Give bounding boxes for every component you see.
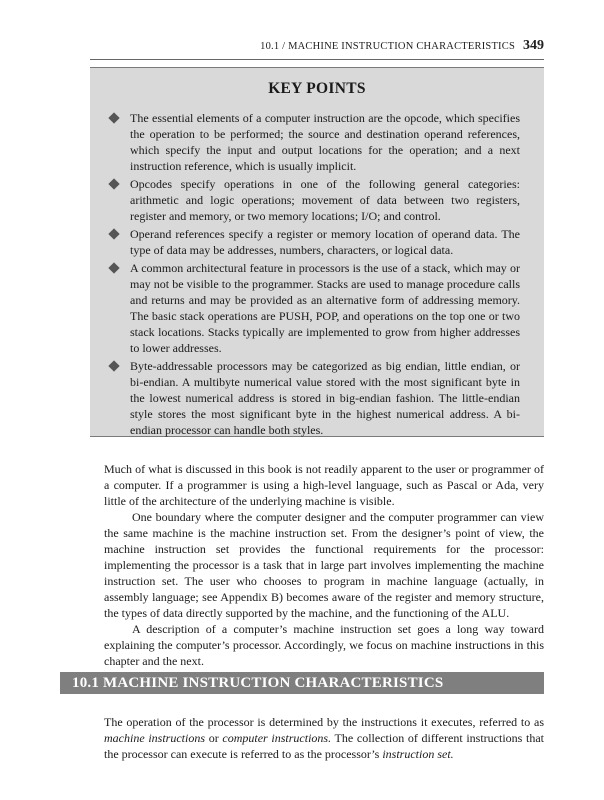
page-number: 349	[523, 38, 544, 53]
running-title: 10.1 / MACHINE INSTRUCTION CHARACTERISTICS	[260, 41, 515, 52]
term-instruction-set: instruction set.	[382, 747, 454, 761]
key-points-title: KEY POINTS	[268, 80, 366, 97]
section-text-run: The operation of the processor is determined by the instructions it executes, referred to as	[104, 715, 544, 729]
list-item	[108, 358, 520, 438]
key-point-text: A common architectural feature in processors is the use of a stack, which may or may not be visible to the programmer. Stacks are used to manage procedure calls and returns and may be provided as an alternative form of addressing memory. The basic stack operations are PUSH, POP, and operations on the top one or two stack locations. Stacks typically are implemented to grow from higher addresses to lower addresses.	[130, 261, 520, 355]
key-point-text: The essential elements of a computer instruction are the opcode, which specifies the operation to be performed; the source and destination operand references, which specify the input and output locations for the operation; and a next instruction reference, which is usually implicit.	[130, 111, 520, 173]
body-paragraph: One boundary where the computer designer and the computer programmer can view the same machine is the machine instruction set. From the designer’s point of view, the machine instruction set provides the functional requirements for the processor: implementing the processor is a task that in large part involves implementing the machine instruction set. The user who chooses to program in machine language (actually, in assembly language; see Appendix B) becomes aware of the register and memory structure, the types of data directly supported by the machine, and the functioning of the ALU.	[104, 510, 544, 620]
list-item	[108, 176, 520, 224]
list-item	[108, 226, 520, 258]
section-paragraph	[104, 714, 544, 762]
key-point-text: Byte-addressable processors may be categorized as big endian, little endian, or bi-endian. A multibyte numerical value stored with the most significant byte in the lowest numerical address is stored in big-endian fashion. The little-endian style stores the most significant byte in the highest numerical address. A bi-endian processor can handle both styles.	[130, 359, 520, 437]
header-rule	[90, 59, 544, 60]
diamond-bullet-icon	[108, 228, 119, 239]
diamond-bullet-icon	[108, 178, 119, 189]
diamond-bullet-icon	[108, 112, 119, 123]
section-heading: 10.1 MACHINE INSTRUCTION CHARACTERISTICS	[60, 672, 544, 694]
list-item	[108, 110, 520, 174]
diamond-bullet-icon	[108, 360, 119, 371]
key-points-box	[90, 67, 544, 437]
body-text	[104, 461, 544, 669]
term-computer-instructions: computer instructions.	[222, 731, 332, 745]
body-paragraph: Much of what is discussed in this book is not readily apparent to the user or programmer of a computer. If a programmer is using a high-level language, such as Pascal or Ada, very little of the architecture of the underlying machine is visible.	[104, 462, 544, 508]
key-point-text: Opcodes specify operations in one of the following general categories: arithmetic and logic operations; movement of data between two registers, register and memory, or two memory locations; I/O; and control.	[130, 177, 520, 223]
section-text-run: or	[205, 731, 223, 745]
body-paragraph: A description of a computer’s machine instruction set goes a long way toward explaining the computer’s processor. Accordingly, we focus on machine instructions in this chapter and the next.	[104, 622, 544, 668]
running-head	[60, 38, 544, 54]
list-item	[108, 260, 520, 356]
key-point-text: Operand references specify a register or memory location of operand data. The type of data may be addresses, numbers, characters, or logical data.	[130, 227, 520, 257]
section-text-run: The collection of different instructions that the processor can execute is referred to as the processor’s	[104, 731, 545, 761]
term-machine-instructions: machine instructions	[104, 731, 206, 745]
key-points-list	[90, 110, 544, 438]
diamond-bullet-icon	[108, 262, 119, 273]
